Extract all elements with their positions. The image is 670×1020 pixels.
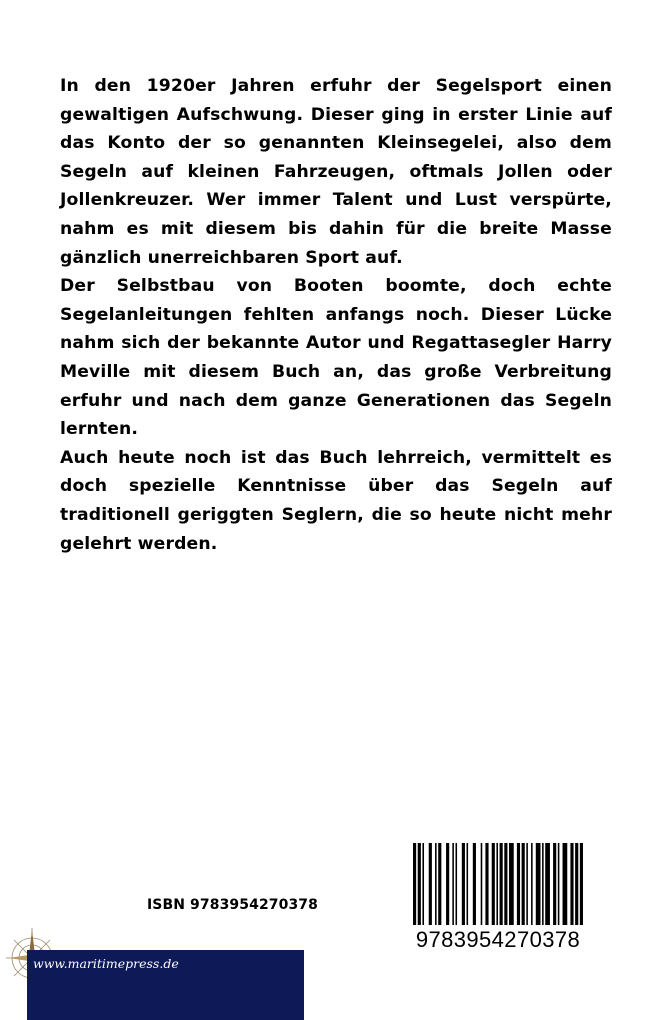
publisher-banner bbox=[27, 950, 304, 1020]
barcode-bar bbox=[473, 843, 476, 929]
barcode-bar bbox=[422, 843, 424, 929]
barcode-bar bbox=[456, 843, 458, 929]
barcode-bar bbox=[509, 843, 514, 929]
barcode-bars bbox=[411, 843, 585, 929]
barcode-bar bbox=[438, 843, 441, 929]
barcode-bar bbox=[492, 843, 495, 929]
blurb-paragraph-1: In den 1920er Jahren erfuhr der Segelsport einen gewaltigen Aufschwung. Dieser ging in erster Linie auf das Konto der so genannten Kleinsegelei, also dem Segeln auf kleinen Fahrzeugen, oftmals Jollen oder Jollenkreuzer. Wer immer Talent und Lust verspürte, nahm es mit diesem bis dahin für die breite Masse gänzlich unerreichbaren Sport auf. bbox=[60, 76, 612, 268]
barcode-bar bbox=[580, 843, 583, 929]
barcode-bar bbox=[485, 843, 488, 929]
barcode-bar bbox=[553, 843, 556, 929]
barcode-bar bbox=[418, 843, 421, 929]
barcode-bar bbox=[531, 843, 533, 929]
barcode-bar bbox=[500, 843, 503, 929]
barcode-digits: 9783954270378 bbox=[411, 925, 585, 955]
barcode-bar bbox=[545, 843, 550, 929]
barcode-bar bbox=[429, 843, 432, 929]
barcode-bar bbox=[467, 843, 469, 929]
barcode-bar bbox=[558, 843, 560, 929]
barcode-bar bbox=[481, 843, 483, 929]
barcode-bar bbox=[522, 843, 525, 929]
barcode-bar bbox=[452, 843, 454, 929]
barcode-bar bbox=[504, 843, 507, 929]
barcode-bar bbox=[570, 843, 573, 929]
blurb-paragraph-3: Auch heute noch ist das Buch lehrreich, vermittelt es doch spezielle Kenntnisse über das Segeln auf traditionell geriggten Seglern, die so heute nicht mehr gelehrt werden. bbox=[60, 447, 612, 554]
back-cover-blurb bbox=[60, 72, 612, 558]
publisher-url[interactable]: www.maritimepress.de bbox=[33, 956, 179, 971]
barcode-bar bbox=[563, 843, 568, 929]
barcode-bar bbox=[526, 843, 528, 929]
barcode-bar bbox=[435, 843, 437, 929]
barcode-bar bbox=[462, 843, 465, 929]
barcode-bar bbox=[542, 843, 544, 929]
barcode-bar bbox=[536, 843, 541, 929]
barcode-bar bbox=[575, 843, 578, 929]
isbn-barcode bbox=[411, 843, 585, 960]
blurb-paragraph-2: Der Selbstbau von Booten boomte, doch echte Segelanleitungen fehlten anfangs noch. Dieser Lücke nahm sich der bekannte Autor und Regattasegler Harry Meville mit diesem Buch an, das große Verbreitung erfuhr und nach dem ganze Generationen das Segeln lernten. bbox=[60, 276, 612, 440]
barcode-bar bbox=[413, 843, 416, 929]
isbn-label: ISBN 9783954270378 bbox=[147, 897, 318, 913]
barcode-bar bbox=[496, 843, 498, 929]
barcode-bar bbox=[446, 843, 449, 929]
barcode-bar bbox=[517, 843, 520, 929]
